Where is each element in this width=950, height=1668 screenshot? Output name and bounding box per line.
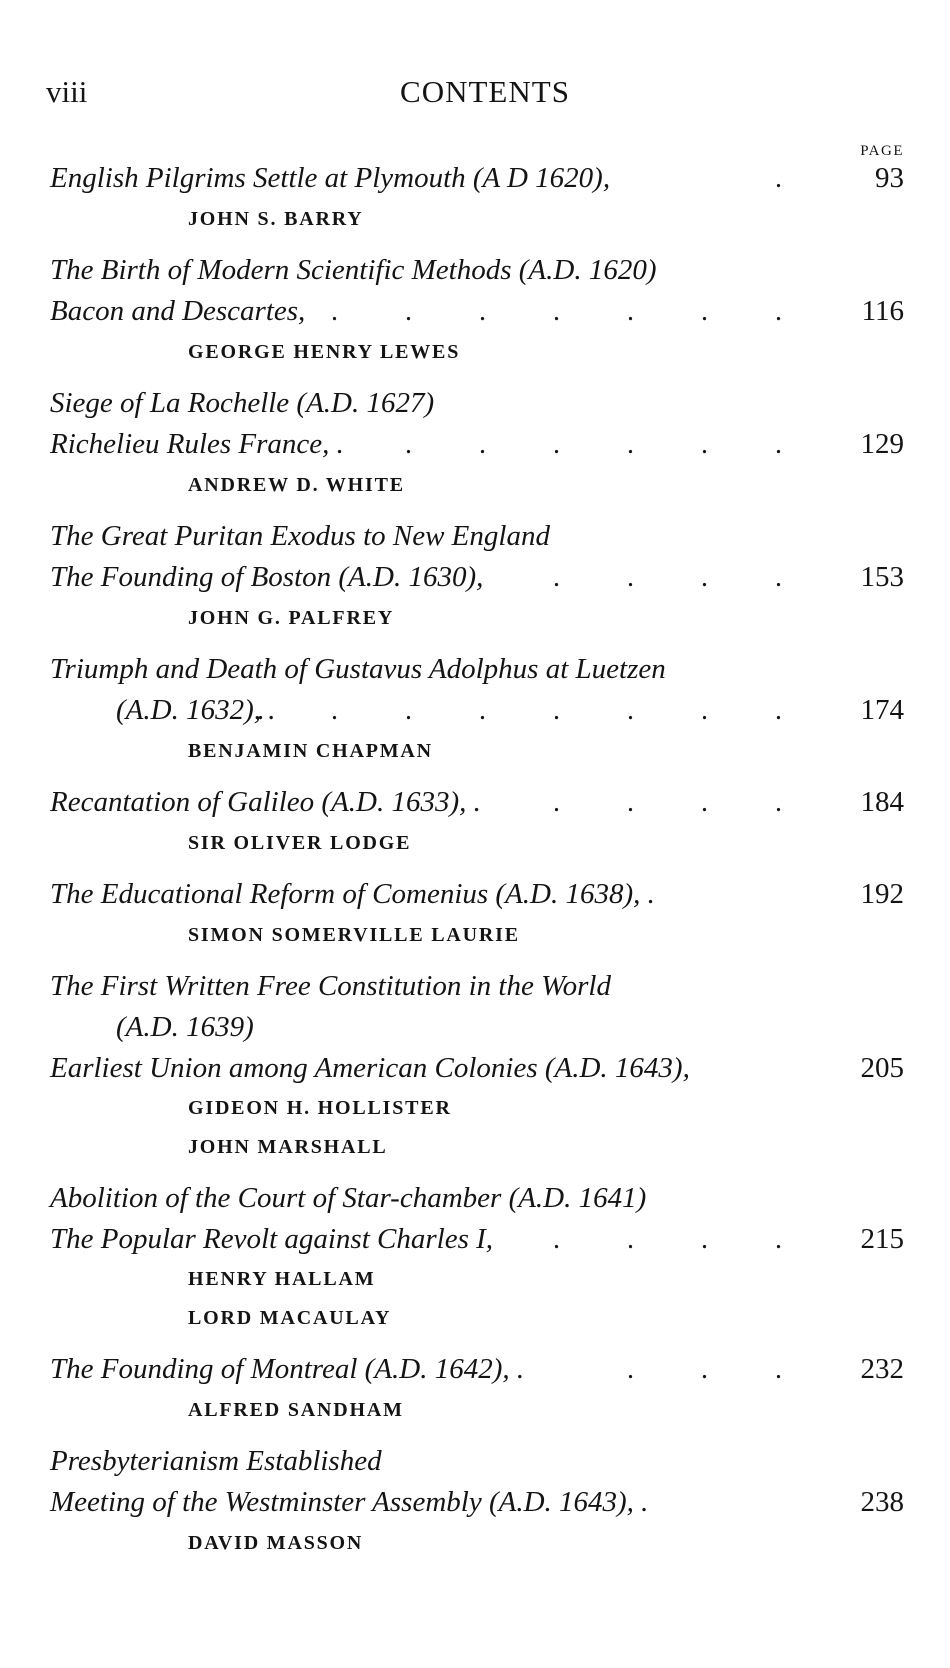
entry-line [50, 1482, 908, 1523]
entry-author: GIDEON H. HOLLISTER [188, 1097, 452, 1119]
folio-number: viii [46, 74, 88, 109]
entry-line [50, 966, 908, 1007]
entry-title: Presbyterianism Established [50, 1445, 382, 1477]
contents-entry [50, 1349, 908, 1431]
entry-title: The First Written Free Constitution in the World [50, 970, 611, 1002]
page-number: 93 [875, 162, 904, 194]
page-number: 129 [860, 428, 904, 460]
entry-line [50, 1007, 908, 1048]
entry-author: SIMON SOMERVILLE LAURIE [188, 924, 520, 946]
entry-line [50, 1219, 908, 1260]
entry-line [50, 874, 908, 915]
leader-dots: . . . . . . . [331, 296, 812, 327]
entry-title: (A.D. 1632), . [116, 694, 276, 726]
page-number: 192 [860, 878, 904, 910]
entry-author: ANDREW D. WHITE [188, 474, 405, 496]
page-number: 184 [860, 786, 904, 818]
entry-title: The Founding of Montreal (A.D. 1642), . [50, 1353, 525, 1385]
entry-line [50, 158, 908, 199]
entry-line [50, 383, 908, 424]
page-header [46, 74, 904, 114]
contents-entry [50, 250, 908, 373]
entry-title: Abolition of the Court of Star-chamber (A.D. 1641) [50, 1182, 647, 1214]
entry-title: The Educational Reform of Comenius (A.D. 1638), . [50, 878, 655, 910]
entry-line [50, 424, 908, 465]
entry-line [50, 516, 908, 557]
leader-dots: . . . . . . [405, 429, 812, 460]
entry-line [50, 291, 908, 332]
entry-title: The Great Puritan Exodus to New England [50, 520, 550, 552]
contents-entry [50, 158, 908, 240]
contents-entry [50, 516, 908, 639]
contents-entry [50, 874, 908, 956]
entry-author: SIR OLIVER LODGE [188, 832, 412, 854]
page-number: 232 [860, 1353, 904, 1385]
leader-dots: . . . . . . . . [257, 695, 812, 726]
leader-dots: . . . . [553, 562, 812, 593]
entry-title: Earliest Union among American Colonies (A.D. 1643), [50, 1052, 690, 1084]
contents-list [50, 158, 908, 1574]
entry-line [50, 690, 908, 731]
entry-line [50, 1349, 908, 1390]
running-title: CONTENTS [400, 74, 570, 109]
entry-title: English Pilgrims Settle at Plymouth (A D 1620), [50, 162, 611, 194]
leader-dots: . . . . [553, 787, 812, 818]
entry-title: The Popular Revolt against Charles I, [50, 1223, 494, 1255]
entry-title: Meeting of the Westminster Assembly (A.D. 1643), . [50, 1486, 649, 1518]
entry-author: JOHN S. BARRY [188, 208, 364, 230]
entry-author: JOHN MARSHALL [188, 1136, 388, 1158]
contents-entry [50, 1441, 908, 1564]
entry-title: Siege of La Rochelle (A.D. 1627) [50, 387, 435, 419]
entry-author: BENJAMIN CHAPMAN [188, 740, 433, 762]
page-number: 174 [860, 694, 904, 726]
contents-entry [50, 1178, 908, 1339]
entry-line [50, 649, 908, 690]
page-number: 215 [860, 1223, 904, 1255]
entry-author: LORD MACAULAY [188, 1307, 392, 1329]
entry-author: HENRY HALLAM [188, 1268, 376, 1290]
entry-title: Triumph and Death of Gustavus Adolphus at Luetzen [50, 653, 666, 685]
entry-title: Recantation of Galileo (A.D. 1633), . [50, 786, 481, 818]
entry-line [50, 1441, 908, 1482]
leader-dots: . [775, 163, 812, 194]
entry-author: JOHN G. PALFREY [188, 607, 395, 629]
contents-entry [50, 782, 908, 864]
entry-line [50, 1178, 908, 1219]
page-column-label: PAGE [860, 143, 904, 159]
entry-title: The Founding of Boston (A.D. 1630), [50, 561, 484, 593]
entry-line [50, 782, 908, 823]
entry-line [50, 1048, 908, 1089]
contents-entry [50, 383, 908, 506]
page-number: 238 [860, 1486, 904, 1518]
entry-title: The Birth of Modern Scientific Methods (A.D. 1620) [50, 254, 657, 286]
entry-line [50, 250, 908, 291]
entry-line [50, 557, 908, 598]
page-number: 116 [861, 295, 904, 327]
entry-author: GEORGE HENRY LEWES [188, 341, 461, 363]
contents-entry [50, 966, 908, 1168]
entry-title: (A.D. 1639) [116, 1011, 254, 1043]
entry-title: Bacon and Descartes, [50, 295, 306, 327]
entry-title: Richelieu Rules France, . [50, 428, 344, 460]
leader-dots: . . . [627, 1354, 812, 1385]
contents-entry [50, 649, 908, 772]
entry-author: ALFRED SANDHAM [188, 1399, 404, 1421]
leader-dots: . . . . [553, 1224, 812, 1255]
entry-author: DAVID MASSON [188, 1532, 364, 1554]
page-number: 153 [860, 561, 904, 593]
page-number: 205 [860, 1052, 904, 1084]
